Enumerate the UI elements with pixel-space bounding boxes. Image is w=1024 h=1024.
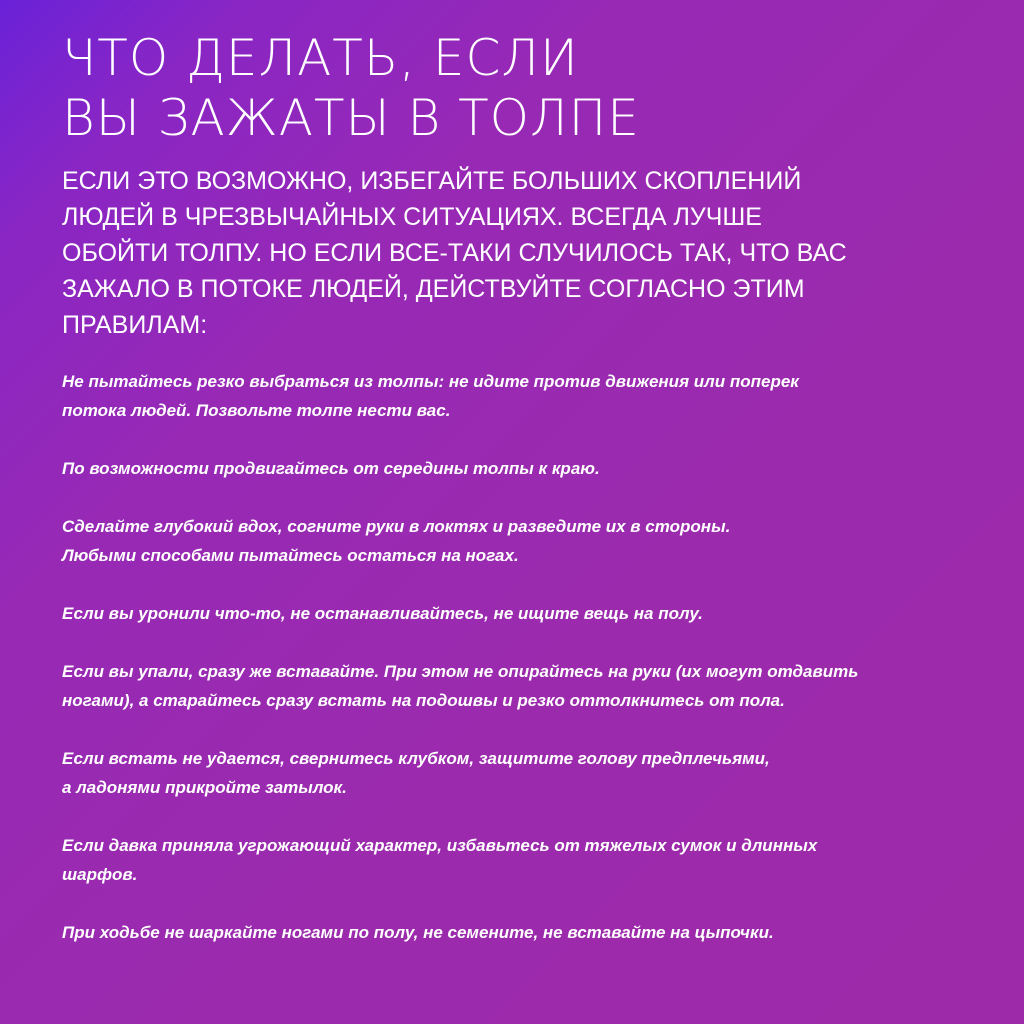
rule-item: [62, 744, 992, 802]
rule-item: [62, 599, 992, 628]
intro-paragraph: [62, 163, 922, 343]
rule-text: По возможности продвигайтесь от середины толпы к краю.: [62, 459, 600, 478]
rule-text: ногами), а старайтесь сразу встать на подошвы и резко оттолкнитесь от пола.: [62, 691, 785, 710]
rule-text: потока людей. Позвольте толпе нести вас.: [62, 401, 451, 420]
rule-text: Любыми способами пытайтесь остаться на ногах.: [62, 546, 519, 565]
rule-text: Если встать не удается, свернитесь клубком, защитите голову предплечьями,: [62, 749, 770, 768]
rule-item: [62, 512, 992, 570]
rule-text: Если вы уронили что-то, не останавливайтесь, не ищите вещь на полу.: [62, 604, 703, 623]
intro-line-1: ЕСЛИ ЭТО ВОЗМОЖНО, ИЗБЕГАЙТЕ БОЛЬШИХ СКОПЛЕНИЙ: [62, 167, 802, 195]
title-line-2: ВЫ ЗАЖАТЫ В ТОЛПЕ: [62, 89, 640, 147]
safety-poster: [62, 28, 992, 976]
rule-item: [62, 454, 992, 483]
rule-text: Если вы упали, сразу же вставайте. При этом не опирайтесь на руки (их могут отдавить: [62, 662, 859, 681]
rule-text: При ходьбе не шаркайте ногами по полу, не семените, не вставайте на цыпочки.: [62, 923, 774, 942]
intro-line-3: ОБОЙТИ ТОЛПУ. НО ЕСЛИ ВСЕ-ТАКИ СЛУЧИЛОСЬ ТАК, ЧТО ВАС: [62, 239, 847, 267]
rule-item: [62, 657, 992, 715]
rule-text: Не пытайтесь резко выбраться из толпы: не идите против движения или поперек: [62, 372, 799, 391]
intro-line-4: ЗАЖАЛО В ПОТОКЕ ЛЮДЕЙ, ДЕЙСТВУЙТЕ СОГЛАСНО ЭТИМ: [62, 275, 805, 303]
rule-item: [62, 367, 992, 425]
rules-list: [62, 367, 992, 947]
rule-text: Сделайте глубокий вдох, согните руки в локтях и разведите их в стороны.: [62, 517, 731, 536]
rule-item: [62, 831, 992, 889]
title-line-1: ЧТО ДЕЛАТЬ, ЕСЛИ: [62, 29, 579, 87]
rule-text: шарфов.: [62, 865, 138, 884]
rule-item: [62, 918, 992, 947]
rule-text: а ладонями прикройте затылок.: [62, 778, 347, 797]
intro-line-5: ПРАВИЛАМ:: [62, 311, 208, 339]
poster-title: [62, 28, 992, 148]
intro-line-2: ЛЮДЕЙ В ЧРЕЗВЫЧАЙНЫХ СИТУАЦИЯХ. ВСЕГДА ЛУЧШЕ: [62, 203, 762, 231]
rule-text: Если давка приняла угрожающий характер, избавьтесь от тяжелых сумок и длинных: [62, 836, 818, 855]
